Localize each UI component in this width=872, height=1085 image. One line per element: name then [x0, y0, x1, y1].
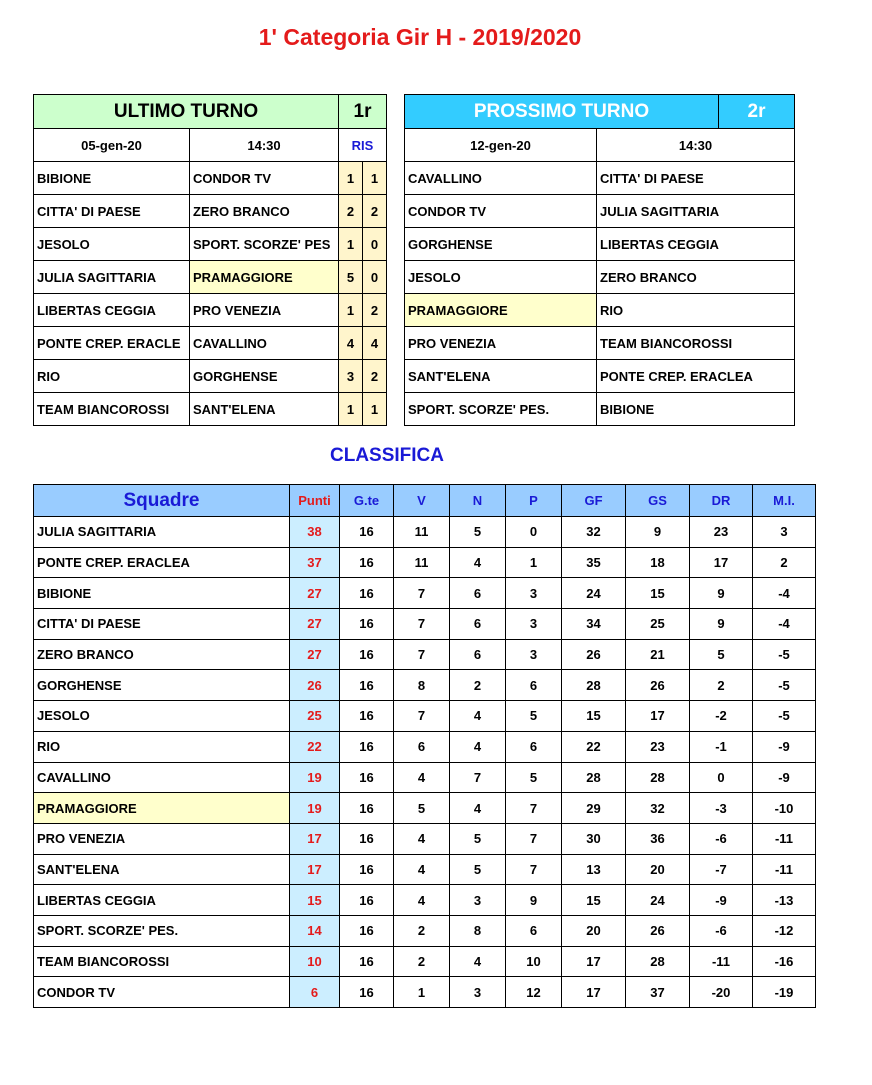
standings-row	[34, 609, 816, 640]
wins: 4	[394, 762, 450, 793]
column-header: DR	[690, 485, 753, 517]
prossimo-match-row	[405, 228, 795, 261]
games-played: 16	[340, 915, 394, 946]
team-name: CITTA' DI PAESE	[34, 609, 290, 640]
media-inglese: -11	[753, 854, 816, 885]
goal-difference: -2	[690, 701, 753, 732]
media-inglese: -11	[753, 823, 816, 854]
wins: 4	[394, 854, 450, 885]
home-goals: 3	[339, 360, 363, 393]
away-goals: 2	[363, 294, 387, 327]
home-goals: 1	[339, 393, 363, 426]
points: 38	[290, 517, 340, 548]
goals-for: 17	[562, 946, 626, 977]
away-team: ZERO BRANCO	[597, 261, 795, 294]
points: 22	[290, 731, 340, 762]
column-header: N	[450, 485, 506, 517]
away-team: BIBIONE	[597, 393, 795, 426]
goals-against: 26	[626, 915, 690, 946]
losses: 6	[506, 670, 562, 701]
home-goals: 5	[339, 261, 363, 294]
points: 19	[290, 793, 340, 824]
away-team: GORGHENSE	[190, 360, 339, 393]
away-goals: 2	[363, 195, 387, 228]
media-inglese: -4	[753, 609, 816, 640]
standings-row	[34, 854, 816, 885]
points: 14	[290, 915, 340, 946]
goal-difference: -11	[690, 946, 753, 977]
goal-difference: 0	[690, 762, 753, 793]
away-team: LIBERTAS CEGGIA	[597, 228, 795, 261]
draws: 4	[450, 793, 506, 824]
standings-row	[34, 762, 816, 793]
losses: 5	[506, 762, 562, 793]
away-goals: 1	[363, 162, 387, 195]
home-team: JULIA SAGITTARIA	[34, 261, 190, 294]
away-team: TEAM BIANCOROSSI	[597, 327, 795, 360]
media-inglese: -12	[753, 915, 816, 946]
wins: 11	[394, 547, 450, 578]
ultimo-match-row	[34, 261, 387, 294]
goals-against: 28	[626, 946, 690, 977]
home-team: GORGHENSE	[405, 228, 597, 261]
goal-difference: 2	[690, 670, 753, 701]
away-team: PRAMAGGIORE	[190, 261, 339, 294]
draws: 4	[450, 701, 506, 732]
team-name: PRO VENEZIA	[34, 823, 290, 854]
prossimo-match-row	[405, 162, 795, 195]
team-name: SANT'ELENA	[34, 854, 290, 885]
home-goals: 1	[339, 294, 363, 327]
wins: 4	[394, 823, 450, 854]
standings-row	[34, 915, 816, 946]
wins: 7	[394, 578, 450, 609]
goals-for: 32	[562, 517, 626, 548]
losses: 3	[506, 639, 562, 670]
goals-for: 15	[562, 885, 626, 916]
standings-row	[34, 517, 816, 548]
ultimo-date: 05-gen-20	[34, 129, 190, 162]
home-team: PRAMAGGIORE	[405, 294, 597, 327]
draws: 3	[450, 885, 506, 916]
prossimo-turno-heading: PROSSIMO TURNO	[405, 95, 719, 129]
draws: 6	[450, 578, 506, 609]
goals-against: 28	[626, 762, 690, 793]
games-played: 16	[340, 731, 394, 762]
away-team: PRO VENEZIA	[190, 294, 339, 327]
wins: 7	[394, 609, 450, 640]
column-header: GF	[562, 485, 626, 517]
home-goals: 1	[339, 162, 363, 195]
goals-against: 9	[626, 517, 690, 548]
goals-against: 32	[626, 793, 690, 824]
games-played: 16	[340, 762, 394, 793]
away-team: CONDOR TV	[190, 162, 339, 195]
media-inglese: -4	[753, 578, 816, 609]
home-team: PRO VENEZIA	[405, 327, 597, 360]
losses: 12	[506, 977, 562, 1008]
away-team: CAVALLINO	[190, 327, 339, 360]
column-header: G.te	[340, 485, 394, 517]
home-team: JESOLO	[405, 261, 597, 294]
ultimo-time: 14:30	[190, 129, 339, 162]
team-name: JULIA SAGITTARIA	[34, 517, 290, 548]
away-team: SANT'ELENA	[190, 393, 339, 426]
games-played: 16	[340, 578, 394, 609]
standings-row	[34, 823, 816, 854]
team-name: BIBIONE	[34, 578, 290, 609]
prossimo-round-label: 2r	[719, 95, 795, 129]
wins: 1	[394, 977, 450, 1008]
home-team: TEAM BIANCOROSSI	[34, 393, 190, 426]
draws: 5	[450, 517, 506, 548]
goals-for: 20	[562, 915, 626, 946]
page-title: 1' Categoria Gir H - 2019/2020	[258, 24, 582, 50]
wins: 7	[394, 639, 450, 670]
games-played: 16	[340, 793, 394, 824]
media-inglese: -10	[753, 793, 816, 824]
goals-against: 17	[626, 701, 690, 732]
column-header: M.I.	[753, 485, 816, 517]
losses: 6	[506, 915, 562, 946]
goal-difference: -6	[690, 915, 753, 946]
ultimo-turno-heading: ULTIMO TURNO	[34, 95, 339, 129]
media-inglese: 2	[753, 547, 816, 578]
home-team: CITTA' DI PAESE	[34, 195, 190, 228]
points: 17	[290, 823, 340, 854]
team-name: PONTE CREP. ERACLEA	[34, 547, 290, 578]
draws: 4	[450, 946, 506, 977]
standings-row	[34, 946, 816, 977]
prossimo-time: 14:30	[597, 129, 795, 162]
draws: 6	[450, 639, 506, 670]
prossimo-match-row	[405, 294, 795, 327]
home-team: BIBIONE	[34, 162, 190, 195]
home-team: JESOLO	[34, 228, 190, 261]
goals-for: 35	[562, 547, 626, 578]
losses: 7	[506, 823, 562, 854]
games-played: 16	[340, 517, 394, 548]
team-name: CONDOR TV	[34, 977, 290, 1008]
points: 27	[290, 578, 340, 609]
media-inglese: -5	[753, 701, 816, 732]
goal-difference: 17	[690, 547, 753, 578]
goals-against: 23	[626, 731, 690, 762]
standings-table	[33, 484, 816, 1008]
losses: 3	[506, 578, 562, 609]
prossimo-turno-table	[404, 94, 795, 426]
column-header: P	[506, 485, 562, 517]
wins: 8	[394, 670, 450, 701]
column-header: Punti	[290, 485, 340, 517]
media-inglese: -9	[753, 731, 816, 762]
goals-against: 15	[626, 578, 690, 609]
ris-label: RIS	[339, 129, 387, 162]
goals-against: 21	[626, 639, 690, 670]
losses: 10	[506, 946, 562, 977]
draws: 8	[450, 915, 506, 946]
media-inglese: -9	[753, 762, 816, 793]
standings-row	[34, 701, 816, 732]
ultimo-match-row	[34, 195, 387, 228]
goals-against: 37	[626, 977, 690, 1008]
standings-row	[34, 977, 816, 1008]
home-team: RIO	[34, 360, 190, 393]
team-name: PRAMAGGIORE	[34, 793, 290, 824]
away-goals: 1	[363, 393, 387, 426]
home-goals: 4	[339, 327, 363, 360]
media-inglese: -16	[753, 946, 816, 977]
points: 15	[290, 885, 340, 916]
standings-row	[34, 547, 816, 578]
losses: 6	[506, 731, 562, 762]
losses: 9	[506, 885, 562, 916]
ultimo-match-row	[34, 228, 387, 261]
home-team: SANT'ELENA	[405, 360, 597, 393]
games-played: 16	[340, 547, 394, 578]
games-played: 16	[340, 639, 394, 670]
column-header: Squadre	[34, 485, 290, 517]
classifica-heading: CLASSIFICA	[330, 445, 444, 466]
goal-difference: 9	[690, 578, 753, 609]
games-played: 16	[340, 823, 394, 854]
team-name: RIO	[34, 731, 290, 762]
draws: 2	[450, 670, 506, 701]
away-team: SPORT. SCORZE' PES	[190, 228, 339, 261]
goals-for: 22	[562, 731, 626, 762]
column-header: V	[394, 485, 450, 517]
standings-row	[34, 578, 816, 609]
home-goals: 2	[339, 195, 363, 228]
wins: 2	[394, 946, 450, 977]
draws: 3	[450, 977, 506, 1008]
media-inglese: -13	[753, 885, 816, 916]
losses: 3	[506, 609, 562, 640]
draws: 7	[450, 762, 506, 793]
goals-for: 28	[562, 670, 626, 701]
games-played: 16	[340, 854, 394, 885]
losses: 0	[506, 517, 562, 548]
goal-difference: 5	[690, 639, 753, 670]
ultimo-match-row	[34, 327, 387, 360]
prossimo-match-row	[405, 393, 795, 426]
goals-for: 17	[562, 977, 626, 1008]
away-team: RIO	[597, 294, 795, 327]
goal-difference: -9	[690, 885, 753, 916]
goal-difference: -7	[690, 854, 753, 885]
wins: 2	[394, 915, 450, 946]
games-played: 16	[340, 670, 394, 701]
away-team: CITTA' DI PAESE	[597, 162, 795, 195]
draws: 6	[450, 609, 506, 640]
games-played: 16	[340, 946, 394, 977]
losses: 7	[506, 793, 562, 824]
ultimo-match-row	[34, 162, 387, 195]
games-played: 16	[340, 977, 394, 1008]
away-goals: 0	[363, 228, 387, 261]
losses: 1	[506, 547, 562, 578]
goals-against: 24	[626, 885, 690, 916]
points: 26	[290, 670, 340, 701]
away-goals: 0	[363, 261, 387, 294]
away-goals: 4	[363, 327, 387, 360]
team-name: ZERO BRANCO	[34, 639, 290, 670]
goals-against: 18	[626, 547, 690, 578]
points: 6	[290, 977, 340, 1008]
home-team: SPORT. SCORZE' PES.	[405, 393, 597, 426]
goals-against: 25	[626, 609, 690, 640]
ultimo-match-row	[34, 360, 387, 393]
prossimo-match-row	[405, 195, 795, 228]
wins: 4	[394, 885, 450, 916]
games-played: 16	[340, 885, 394, 916]
draws: 4	[450, 731, 506, 762]
goals-for: 15	[562, 701, 626, 732]
goals-for: 34	[562, 609, 626, 640]
home-team: PONTE CREP. ERACLE	[34, 327, 190, 360]
wins: 7	[394, 701, 450, 732]
goals-for: 13	[562, 854, 626, 885]
media-inglese: -5	[753, 670, 816, 701]
goals-against: 26	[626, 670, 690, 701]
goal-difference: -6	[690, 823, 753, 854]
ultimo-turno-table	[33, 94, 387, 426]
home-team: LIBERTAS CEGGIA	[34, 294, 190, 327]
games-played: 16	[340, 609, 394, 640]
prossimo-date: 12-gen-20	[405, 129, 597, 162]
media-inglese: -5	[753, 639, 816, 670]
standings-row	[34, 885, 816, 916]
goals-against: 36	[626, 823, 690, 854]
team-name: JESOLO	[34, 701, 290, 732]
away-team: ZERO BRANCO	[190, 195, 339, 228]
team-name: LIBERTAS CEGGIA	[34, 885, 290, 916]
goals-for: 28	[562, 762, 626, 793]
points: 19	[290, 762, 340, 793]
goals-for: 30	[562, 823, 626, 854]
wins: 5	[394, 793, 450, 824]
points: 27	[290, 609, 340, 640]
home-goals: 1	[339, 228, 363, 261]
standings-row	[34, 670, 816, 701]
points: 27	[290, 639, 340, 670]
standings-row	[34, 731, 816, 762]
goal-difference: -20	[690, 977, 753, 1008]
points: 17	[290, 854, 340, 885]
points: 10	[290, 946, 340, 977]
goals-for: 26	[562, 639, 626, 670]
away-team: PONTE CREP. ERACLEA	[597, 360, 795, 393]
team-name: SPORT. SCORZE' PES.	[34, 915, 290, 946]
home-team: CONDOR TV	[405, 195, 597, 228]
draws: 5	[450, 854, 506, 885]
prossimo-match-row	[405, 327, 795, 360]
team-name: CAVALLINO	[34, 762, 290, 793]
ultimo-round-label: 1r	[339, 95, 387, 129]
media-inglese: 3	[753, 517, 816, 548]
points: 25	[290, 701, 340, 732]
goal-difference: 9	[690, 609, 753, 640]
standings-row	[34, 793, 816, 824]
games-played: 16	[340, 701, 394, 732]
goal-difference: -3	[690, 793, 753, 824]
goals-for: 29	[562, 793, 626, 824]
ultimo-match-row	[34, 294, 387, 327]
media-inglese: -19	[753, 977, 816, 1008]
losses: 7	[506, 854, 562, 885]
wins: 6	[394, 731, 450, 762]
draws: 5	[450, 823, 506, 854]
losses: 5	[506, 701, 562, 732]
goal-difference: -1	[690, 731, 753, 762]
team-name: GORGHENSE	[34, 670, 290, 701]
column-header: GS	[626, 485, 690, 517]
goal-difference: 23	[690, 517, 753, 548]
team-name: TEAM BIANCOROSSI	[34, 946, 290, 977]
points: 37	[290, 547, 340, 578]
goals-against: 20	[626, 854, 690, 885]
goals-for: 24	[562, 578, 626, 609]
away-goals: 2	[363, 360, 387, 393]
home-team: CAVALLINO	[405, 162, 597, 195]
ultimo-match-row	[34, 393, 387, 426]
prossimo-match-row	[405, 360, 795, 393]
draws: 4	[450, 547, 506, 578]
standings-row	[34, 639, 816, 670]
prossimo-match-row	[405, 261, 795, 294]
wins: 11	[394, 517, 450, 548]
away-team: JULIA SAGITTARIA	[597, 195, 795, 228]
